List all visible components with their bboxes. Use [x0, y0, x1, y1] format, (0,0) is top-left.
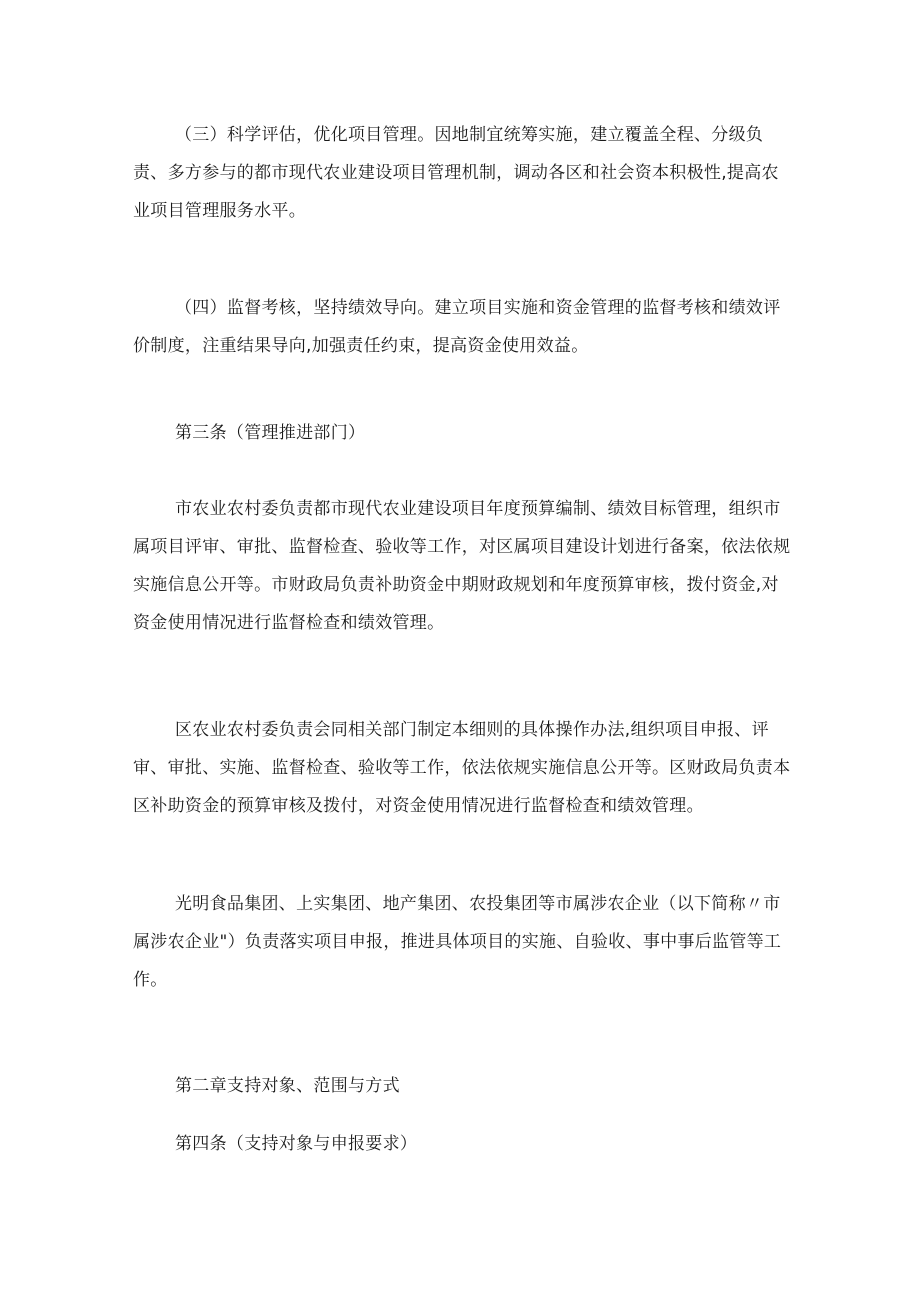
paragraph-enterprise-responsibilities: 光明食品集团、上实集团、地产集团、农投集团等市属涉农企业（以下简称〃市属涉农企业"）负责落实项目申报，推进具体项目的实施、自验收、事中事后监管等工作。 — [133, 894, 782, 990]
chapter-2-heading: 第二章支持对象、范围与方式 — [175, 1076, 400, 1096]
paragraph-municipal-responsibilities: 市农业农村委负责都市现代农业建设项目年度预算编制、绩效目标管理，组织市属项目评审、审批、监督检查、验收等工作，对区属项目建设计划进行备案，依法依规实施信息公开等。市财政局负责补助资金中期财政规划和年度预算审核，拨付资金,对资金使用情况进行监督检查和绩效管理。 — [133, 499, 791, 633]
paragraph-district-responsibilities: 区农业农村委负责会同相关部门制定本细则的具体操作办法,组织项目申报、评审、审批、实施、监督检查、验收等工作，依法依规实施信息公开等。区财政局负责本区补助资金的预算审核及拨付，对资金使用情况进行监督检查和绩效管理。 — [133, 720, 791, 816]
article-4-heading: 第四条（支持对象与申报要求） — [175, 1134, 418, 1154]
paragraph-supervision-assessment: （四）监督考核，坚持绩效导向。建立项目实施和资金管理的监督考核和绩效评价制度，注重结果导向,加强责任约束，提高资金使用效益。 — [133, 298, 781, 356]
paragraph-scientific-evaluation: （三）科学评估，优化项目管理。因地制宜统筹实施，建立覆盖全程、分级负责、多方参与的都市现代农业建设项目管理机制，调动各区和社会资本积极性,提高农业项目管理服务水平。 — [133, 125, 779, 221]
article-3-heading: 第三条（管理推进部门） — [175, 423, 366, 443]
